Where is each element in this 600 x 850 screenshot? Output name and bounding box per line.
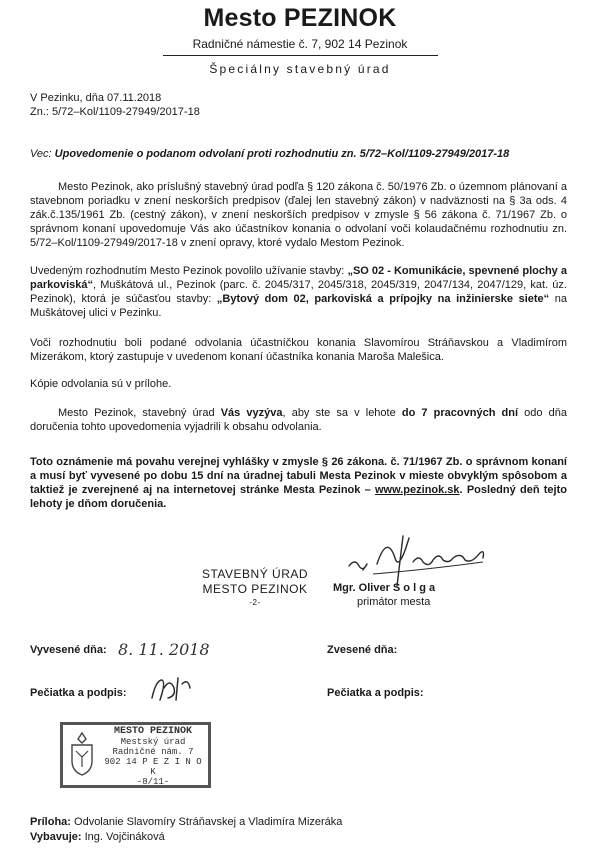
document-title: [0, 4, 600, 33]
posted-label: Vyvesené dňa:: [30, 644, 107, 656]
stamp-office-line2: Mestský úrad: [120, 737, 186, 747]
p2-text-a: Uvedeným rozhodnutím Mesto Pezinok povolilo užívanie stavby:: [30, 265, 348, 277]
place-date: V Pezinku, dňa 07.11.2018: [30, 92, 162, 104]
handled-by-line: [30, 831, 165, 843]
p5-text-c: , aby ste sa v lehote: [282, 407, 402, 419]
office-address: Radničné námestie č. 7, 902 14 Pezinok: [192, 37, 408, 51]
p6-text-b: . Posledný deň tejto lehoty je dňom doručenia.: [30, 484, 567, 510]
subject-label: Vec:: [30, 148, 52, 160]
stamp-office-line5: -8/11-: [136, 777, 170, 787]
handled-by-label: Vybavuje:: [30, 831, 82, 843]
attachment-line: [30, 816, 342, 828]
p2-text-c: , Muškátová ul., Pezinok (parc. č. 2045/317, 2045/318, 2045/319, 2047/134, 2047/129, kat. úz. Pezinok), ktorá je súčasťou stavby:: [30, 279, 567, 305]
paragraph-3: Voči rozhodnutiu boli podané odvolania účastníčkou konania Slavomírou Stráňavskou a Vladimírom Mizerákom, ktorý zastupuje v uvedenom konaní účastníka konania Maroša Malešica.: [30, 337, 567, 363]
paragraph-4: Kópie odvolania sú v prílohe.: [30, 378, 172, 390]
removed-label: Zvesené dňa:: [327, 644, 398, 656]
stamp-line-city: MESTO PEZINOK: [202, 582, 308, 596]
subject-text: Upovedomenie o podanom odvolaní proti rozhodnutiu zn. 5/72–Kol/1109-27949/2017-18: [54, 148, 510, 160]
posted-date: 8. 11. 2018: [118, 640, 210, 659]
office-stamp-text: [101, 727, 205, 787]
seal-label-left: Pečiatka a podpis:: [30, 687, 127, 699]
attachment-text: Odvolanie Slavomíry Stráňavskej a Vladimíra Mizeráka: [74, 816, 343, 828]
reference-number: Zn.: 5/72–Kol/1109-27949/2017-18: [30, 106, 200, 118]
p2-building-1: „SO 02 - Komunikácie, spevnené plochy a parkoviská“: [30, 265, 567, 291]
paragraph-2: [30, 264, 567, 320]
office-name: Špeciálny stavebný úrad: [209, 62, 391, 76]
paragraph-5: [30, 406, 567, 434]
p5-deadline: do 7 pracovných dní: [401, 407, 519, 419]
p6-text-a: Toto oznámenie má povahu verejnej vyhlášky v zmysle § 26 zákona. č. 71/1967 Zb. o správnom konaní a musí byť vyvesené po dobu 15 dní na úradnej tabuli Mesta Pezinok v mieste obvyklým spôsobom a taktiež je zverejnené aj na internetovej stránke Mesta Pezinok –: [30, 456, 567, 496]
p2-text-e: na Muškátovej ulici v Pezinku.: [30, 293, 568, 319]
office-stamp: [60, 722, 211, 788]
p2-building-2: „Bytový dom 02, parkoviská a prípojky na inžinierske siete“: [216, 293, 550, 305]
p5-call: Vás vyzýva: [220, 407, 283, 419]
paragraph-1: Mesto Pezinok, ako príslušný stavebný úrad podľa § 120 zákona č. 50/1976 Zb. o územnom plánovaní a stavebnom poriadku v znení neskorších predpisov (ďalej len stavebný zákon) v nadväznosti na § 3a ods. 4 zák.č.135/1961 Zb. (cestný zákon), v znení neskorších predpisov v zmysle § 56 zákona č. 71/1967 Zb. o správnom konaní upovedomuje Vás ako účastníkov konania o odvolaní voči kolaudačnému rozhodnutiu zn. 5/72–Kol/1109-27949/2017-18 v znení opravy, ktoré vydalo Mestom Pezinok.: [30, 181, 567, 249]
attachment-label: Príloha:: [30, 816, 71, 828]
header-divider: [163, 55, 438, 56]
stamp-office-line1: MESTO PEZINOK: [113, 726, 192, 737]
seal-label-right: Pečiatka a podpis:: [327, 687, 424, 699]
stamp-line-number: -2-: [249, 598, 261, 607]
title-name: PEZINOK: [283, 4, 397, 32]
coat-of-arms-icon: [67, 731, 97, 779]
subject-line: [30, 148, 590, 160]
p5-text-e: odo dňa doručenia tohto upovedomenia vyjadrili k obsahu odvolania.: [30, 407, 568, 433]
signatory-role: primátor mesta: [357, 596, 431, 608]
website-link[interactable]: www.pezinok.sk: [374, 484, 460, 496]
handled-by-name: Ing. Vojčináková: [84, 831, 165, 843]
stamp-line-office: STAVEBNÝ ÚRAD: [201, 567, 309, 581]
stamp-office-line4: 902 14 P E Z I N O K: [104, 757, 202, 777]
p5-text-a: Mesto Pezinok, stavebný úrad: [58, 407, 221, 419]
title-prefix: Mesto: [203, 4, 277, 32]
stamp-office-line3: Radničné nám. 7: [112, 747, 194, 757]
signatory-name: Mgr. Oliver S o l g a: [333, 582, 436, 594]
paragraph-6: [30, 455, 567, 511]
initials-signature: [148, 674, 194, 702]
